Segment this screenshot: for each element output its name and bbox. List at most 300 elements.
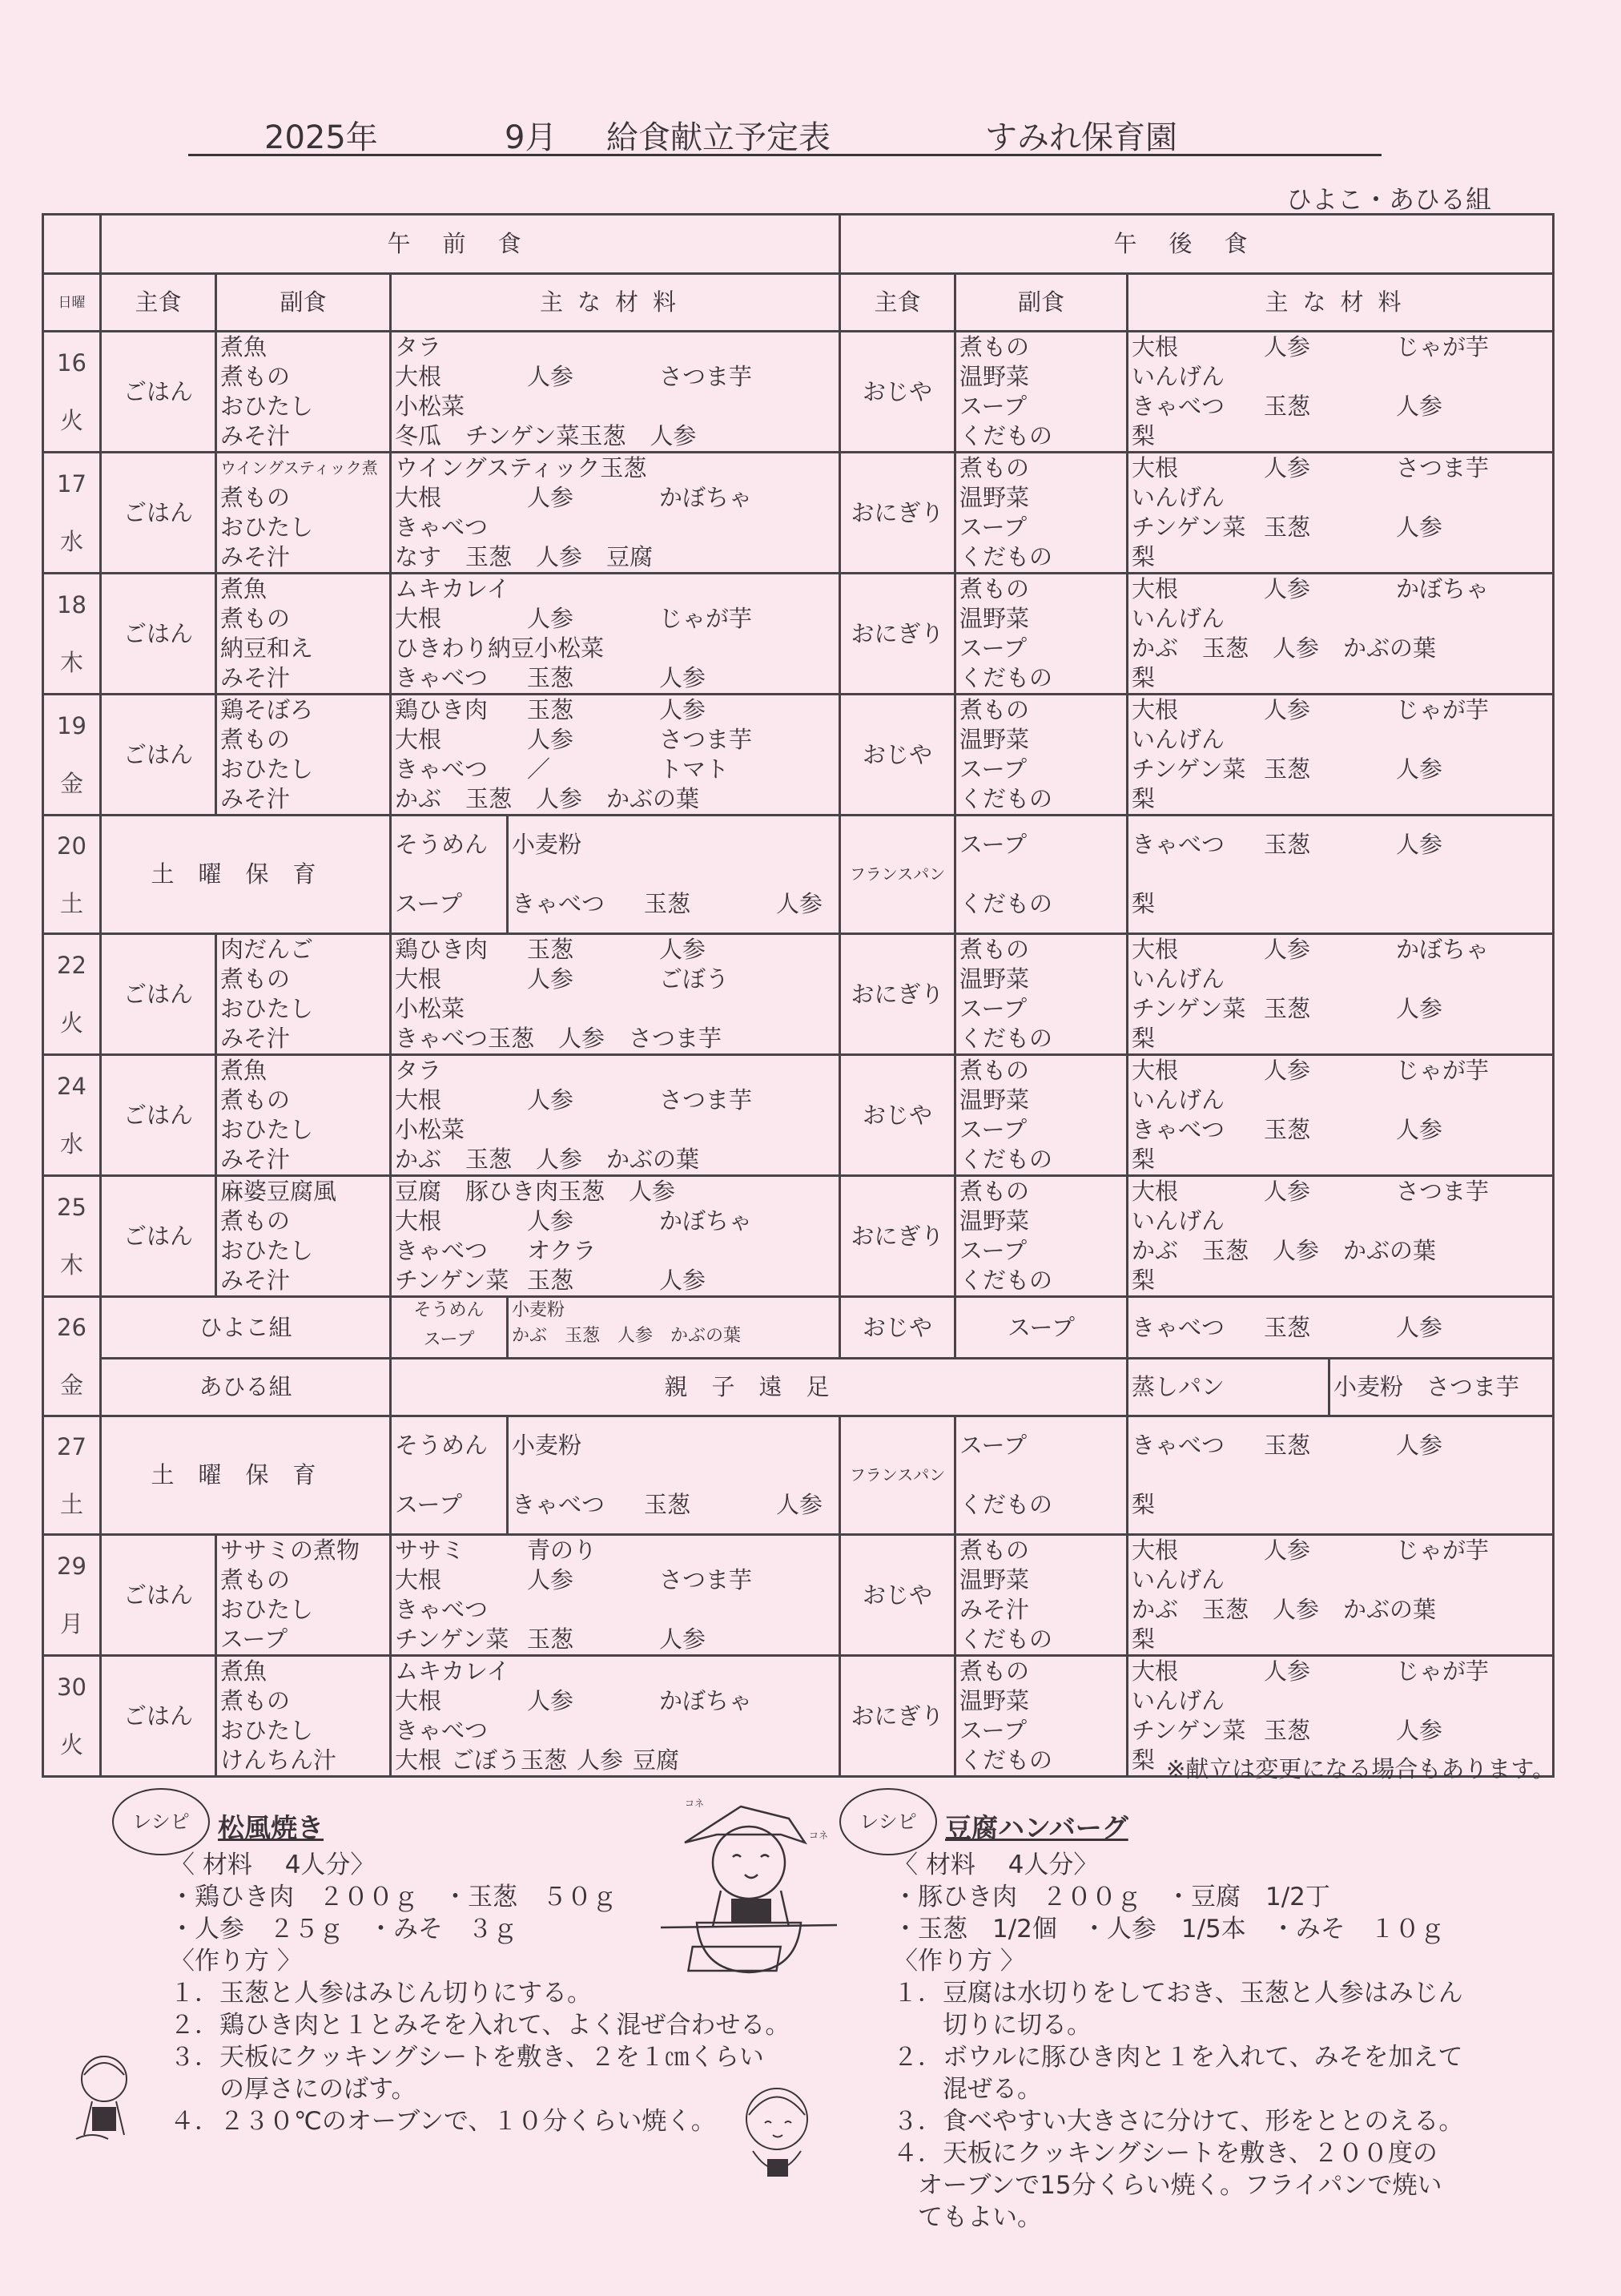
pm-dish: 温野菜: [959, 363, 1030, 390]
am-staple-cell: ごはん: [101, 453, 216, 574]
ingredient: 人参: [1396, 1717, 1443, 1744]
pm-ingredients-cell: [1128, 1176, 1554, 1297]
am-noodle-cell: [391, 1416, 508, 1535]
ingredient: 人参: [659, 936, 706, 963]
am-dish: スープ: [423, 1330, 475, 1350]
pm-dish: 温野菜: [959, 1566, 1030, 1593]
ingredient: 大根: [1132, 1537, 1179, 1564]
ingredient-line: [512, 1490, 835, 1520]
pm-dish: スープ: [959, 514, 1028, 541]
ingredient: チンゲン菜: [395, 1267, 509, 1294]
ingredient: いんげん: [1132, 1086, 1225, 1114]
ingredient: 大根: [1132, 333, 1179, 361]
ingredient: きゃべつ: [1132, 1313, 1225, 1341]
am-dish: みそ汁: [220, 1267, 291, 1294]
ingredient: 人参: [659, 1625, 706, 1653]
ingredient: 人参: [1396, 755, 1443, 783]
am-dish: けんちん汁: [220, 1746, 337, 1774]
ingredient: 人参: [1264, 1178, 1311, 1205]
day-cell: [43, 1535, 101, 1656]
ingredient: いんげん: [1132, 363, 1225, 390]
ingredient: 冬瓜: [395, 422, 442, 449]
ingredient: タラ: [395, 1057, 442, 1084]
ingredient: 人参: [558, 1025, 605, 1052]
month: 9月: [505, 119, 557, 156]
am-dish: スープ: [220, 1625, 288, 1653]
ingredient-line: [395, 1086, 835, 1115]
svg-text:コネ: コネ: [685, 1798, 705, 1809]
ingredient: 玉葱: [1264, 1313, 1311, 1341]
pm-staple-cell: おじや: [840, 1535, 955, 1656]
ingredient: じゃが芋: [1396, 1537, 1490, 1564]
ingredient: 豆腐: [606, 543, 654, 570]
am-ingredients-cell: [391, 1176, 840, 1297]
pm-dish: スープ: [959, 755, 1028, 783]
ingredient-line: [395, 604, 835, 634]
pm-ingredients-cell: [1128, 332, 1554, 453]
ingredient-line: [512, 860, 835, 889]
am-dish: 煮もの: [220, 1207, 291, 1235]
ingredient: 大根: [395, 965, 442, 993]
table-row: [43, 1359, 1554, 1416]
ingredient: 玉葱: [527, 1625, 574, 1653]
materials-label: 〈 材料 4人分〉: [893, 1851, 1099, 1879]
ingredient: きゃべつ: [395, 514, 489, 541]
ingredient: 玉葱: [644, 890, 691, 917]
ingredient: さつま芋: [1396, 1178, 1490, 1205]
ingredient-line: [395, 1657, 835, 1686]
ingredient: 人参: [659, 1267, 706, 1294]
step: ２．ボウルに豚ひき肉と１を入れて、みそを加えて: [893, 2043, 1463, 2072]
ingredient-line: [1132, 1024, 1549, 1053]
pm-staple-cell: フランスパン: [840, 816, 955, 934]
ingredient: 人参: [629, 1178, 676, 1205]
step: 混ぜる。: [893, 2075, 1042, 2104]
pm-dish: 煮もの: [959, 936, 1030, 963]
pm-dish: 煮もの: [959, 454, 1030, 481]
ingredient-line: [1132, 453, 1549, 483]
ingredient: 大根: [395, 605, 442, 632]
pm-dish: くだもの: [959, 1746, 1053, 1774]
am-dish: おひたし: [220, 1717, 314, 1744]
pm-side-cell: [955, 1535, 1128, 1656]
weekday: 土: [59, 1490, 83, 1518]
ingredient-line: [395, 1746, 835, 1775]
pm-dish: みそ汁: [959, 1596, 1030, 1623]
ingredient-line: [395, 1536, 835, 1565]
ingredient: 大根: [1132, 696, 1179, 723]
step: ３．天板にクッキングシートを敷き、２を１㎝くらい: [170, 2043, 764, 2072]
ingredient-line: [1132, 695, 1549, 725]
ingredient: 鶏ひき肉: [395, 936, 489, 963]
date: 18: [57, 591, 86, 618]
ingredient: 小松菜: [395, 995, 465, 1022]
ingredient: かぶの葉: [606, 1146, 700, 1173]
pm-dish: 温野菜: [959, 1207, 1030, 1235]
ingredient-line: [395, 1716, 835, 1746]
pm-staple-cell: おにぎり: [840, 453, 955, 574]
table-row: [43, 1055, 1554, 1176]
pm-side-cell: [955, 453, 1128, 574]
pm-dish: 温野菜: [959, 726, 1030, 753]
pm-dish: 煮もの: [959, 1057, 1030, 1084]
ingredient-line: [1132, 1056, 1549, 1086]
ingredient: かぶの葉: [1343, 634, 1437, 662]
pm-dish: 温野菜: [959, 965, 1030, 993]
pm-ingredients-header: 主な材料: [1128, 274, 1554, 332]
ingredient: 大根: [1132, 1658, 1179, 1685]
day-cell: [43, 695, 101, 816]
ingredient: ごぼう: [659, 965, 730, 993]
pm-dish: 温野菜: [959, 605, 1030, 632]
step: ２．鶏ひき肉と１とみそを入れて、よく混ぜ合わせる。: [170, 2011, 790, 2040]
ingredient: かぶの葉: [1343, 1596, 1437, 1623]
ingredient: 玉葱: [527, 696, 574, 723]
ingredient: なす: [395, 543, 442, 570]
ingredient-line: [1132, 634, 1549, 663]
ingredient: かぼちゃ: [659, 1207, 753, 1235]
step: １．玉葱と人参はみじん切りにする。: [170, 1979, 592, 2008]
ingredient: 人参: [527, 605, 574, 632]
am-dish: 煮もの: [220, 605, 291, 632]
am-dish: そうめん: [395, 1432, 489, 1459]
pm-staple-cell: おにぎり: [840, 934, 955, 1055]
date: 24: [57, 1073, 86, 1100]
ingredient-line: [395, 755, 835, 784]
step: ４．２３０℃のオーブンで、１０分くらい焼く。: [170, 2107, 716, 2136]
ingredient-line: [395, 784, 835, 814]
ingredient: 人参: [1264, 333, 1311, 361]
am-ingredients-cell: [391, 695, 840, 816]
ingredient: 人参: [527, 1207, 574, 1235]
ingredient: オクラ: [527, 1237, 597, 1264]
am-staple-cell: ごはん: [101, 1535, 216, 1656]
weekday: 木: [59, 1251, 83, 1279]
ingredient: 大根: [1132, 936, 1179, 963]
afternoon-header: 午後食: [840, 215, 1554, 274]
ingredient: 人参: [1396, 1432, 1443, 1459]
pm-dish: 煮もの: [959, 1658, 1030, 1685]
menu-table: [42, 213, 1555, 1778]
ingredient-line: [1132, 965, 1549, 994]
ingredient: 玉葱: [1264, 995, 1311, 1022]
step: 切りに切る。: [893, 2011, 1092, 2040]
ingredient: チンゲン菜: [1132, 995, 1246, 1022]
ingredient: 玉葱: [558, 1178, 605, 1205]
am-dish: みそ汁: [220, 1025, 291, 1052]
am-ingredients-cell: [508, 816, 840, 934]
ingredient: 梨: [1132, 1267, 1156, 1294]
day-cell: [43, 1416, 101, 1535]
event-cell: 親子遠足: [391, 1359, 1128, 1416]
pm-staple-cell: おじや: [840, 1055, 955, 1176]
pm-dish: くだもの: [959, 664, 1053, 691]
ingredient-line: [512, 1460, 835, 1490]
am-side-header: 副食: [216, 274, 391, 332]
am-ingredients-cell: [391, 453, 840, 574]
ingredient-line: [395, 1686, 835, 1716]
ingredient: ムキカレイ: [395, 575, 510, 602]
ingredient-line: [395, 725, 835, 755]
ingredient: 鶏ひき肉: [395, 696, 489, 723]
ingredient-line: [395, 392, 835, 421]
ingredient: 梨: [1132, 1146, 1156, 1173]
pm-side-cell: [955, 574, 1128, 695]
ingredient-line: [1132, 1086, 1549, 1115]
ingredient: 玉葱: [1264, 393, 1311, 420]
am-dish: みそ汁: [220, 664, 291, 691]
method-label: 〈作り方 〉: [170, 1947, 302, 1976]
ingredient: 人参: [577, 1746, 624, 1774]
ingredient-line: [1132, 1313, 1528, 1343]
ingredient-line: [512, 889, 835, 919]
ingredient-line: [1132, 542, 1549, 572]
ingredient: 大根: [1132, 1178, 1179, 1205]
ingredient: かぼちゃ: [1396, 936, 1490, 963]
ingredient: 玉葱: [1264, 831, 1311, 858]
ingredient: かぶ: [1132, 634, 1179, 662]
pm-side-cell: [955, 1055, 1128, 1176]
am-dish: おひたし: [220, 393, 314, 420]
ingredient-line: [395, 935, 835, 965]
ingredient: チンゲン菜: [1132, 755, 1246, 783]
ingredient: 大根: [395, 1086, 442, 1114]
pm-dish: 煮もの: [959, 696, 1030, 723]
am-dish: 煮もの: [220, 1086, 291, 1114]
ingredient-line: [1132, 784, 1549, 814]
weekday: 金: [59, 1372, 83, 1399]
pm-side-cell: [955, 934, 1128, 1055]
ingredient: さつま芋: [659, 1566, 753, 1593]
ingredient: 玉葱: [488, 1025, 535, 1052]
day-cell: [43, 934, 101, 1055]
pm-dish: くだもの: [959, 1267, 1053, 1294]
ingredient: 玉葱: [1264, 755, 1311, 783]
day-cell: [43, 1055, 101, 1176]
step: てもよい。: [893, 2203, 1042, 2232]
ingredient: 人参: [527, 484, 574, 511]
ingredient: 小松菜: [534, 634, 605, 662]
am-ingredients-cell: [391, 332, 840, 453]
recipe-title: 豆腐ハンバーグ: [945, 1812, 1128, 1843]
recipe-badge: レシピ: [839, 1788, 937, 1855]
ingredient: きゃべつ: [395, 1596, 489, 1623]
ingredient: 玉葱: [521, 1746, 568, 1774]
ingredient: トマト: [659, 755, 730, 783]
method-label: 〈作り方 〉: [893, 1947, 1025, 1976]
ingredient: 人参: [527, 965, 574, 993]
pm-dish: スープ: [959, 831, 1028, 858]
ingredient-line: [395, 1565, 835, 1595]
ingredient-line: [1132, 604, 1549, 634]
pm-dish: 温野菜: [959, 484, 1030, 511]
ingredient: 人参: [1273, 1237, 1320, 1264]
ingredient: かぶの葉: [606, 785, 700, 812]
ingredient-line: [395, 1266, 835, 1295]
pm-dish: [959, 1460, 1123, 1490]
saturday-care-label: 土曜保育: [101, 1416, 391, 1535]
ingredient-line: [1132, 1115, 1549, 1145]
ingredient: 人参: [1264, 696, 1311, 723]
ingredient: 人参: [1396, 1313, 1443, 1341]
ingredient: 玉葱: [600, 454, 647, 481]
pm-dish: 煮もの: [959, 1537, 1030, 1564]
ingredient: きゃべつ: [1132, 1116, 1225, 1143]
pm-side-cell: [955, 1416, 1128, 1535]
pm-side-cell: [955, 695, 1128, 816]
pm-dish: スープ: [959, 995, 1028, 1022]
ingredient: 人参: [536, 543, 583, 570]
table-row: [43, 453, 1554, 574]
ingredient: 玉葱: [465, 543, 513, 570]
ingredient: きゃべつ: [1132, 393, 1225, 420]
ingredient: 人参: [536, 1146, 583, 1173]
ingredient: 玉葱: [465, 1146, 513, 1173]
weekday: 水: [59, 528, 83, 555]
am-staple-cell: ごはん: [101, 574, 216, 695]
ingredient: 人参: [536, 785, 583, 812]
ingredient: 人参: [650, 422, 697, 449]
ingredient: 人参: [1396, 393, 1443, 420]
table-row: [43, 332, 1554, 453]
ingredient: いんげん: [1132, 726, 1225, 753]
pm-dish: くだもの: [959, 1491, 1053, 1518]
step: １．豆腐は水切りをしておき、玉葱と人参はみじん: [893, 1979, 1463, 2008]
ingredient: 玉葱: [527, 664, 574, 691]
ingredient-line: [395, 542, 835, 572]
am-ingredients-cell: [391, 1535, 840, 1656]
ingredient-line: [395, 332, 835, 362]
ingredient: 人参: [527, 1687, 574, 1714]
pm-dish: スープ: [959, 1717, 1028, 1744]
ingredient: 大根: [395, 484, 442, 511]
ingredient-line: [1132, 421, 1549, 451]
am-dish: 煮もの: [220, 726, 291, 753]
ingredient: 人参: [1264, 1658, 1311, 1685]
am-dish: おひたし: [220, 1237, 314, 1264]
child-kneading-bowl-icon: [653, 1786, 845, 1979]
ingredient: 玉葱: [527, 936, 574, 963]
am-dish: 煮魚: [220, 333, 267, 361]
recipe-badge: レシピ: [112, 1788, 210, 1855]
am-dish: みそ汁: [220, 543, 291, 570]
pm-snack-cell: 蒸しパン: [1128, 1359, 1329, 1416]
ingredient: かぼちゃ: [659, 484, 753, 511]
am-dish: ウイングスティック煮: [220, 458, 378, 477]
ingredient-line: [395, 1177, 835, 1206]
ingredient: かぶ: [395, 785, 442, 812]
ingredient: きゃべつ: [1132, 1432, 1225, 1459]
pm-staple-cell: おじや: [840, 695, 955, 816]
ingredient-line: [1132, 725, 1549, 755]
pm-dish: くだもの: [959, 543, 1053, 570]
pm-side-cell: [955, 1176, 1128, 1297]
pm-dish: 温野菜: [959, 1086, 1030, 1114]
ingredient-line: [395, 695, 835, 725]
am-dish: [395, 1460, 503, 1490]
ingredient: 大根: [395, 1207, 442, 1235]
ingredient: じゃが芋: [1396, 696, 1490, 723]
ingredient: ひきわり納豆: [395, 634, 535, 662]
am-dish: おひたし: [220, 995, 314, 1022]
ingredient: きゃべつ: [395, 1025, 489, 1052]
am-dish: 煮もの: [220, 1687, 291, 1714]
table-row: [43, 1176, 1554, 1297]
am-side-cell: [216, 1055, 391, 1176]
am-staple-cell: ごはん: [101, 1176, 216, 1297]
table-row: [43, 1416, 1554, 1535]
pm-staple-cell: おにぎり: [840, 574, 955, 695]
ingredient: 玉葱: [465, 785, 513, 812]
am-ingredients-header: 主な材料: [391, 274, 840, 332]
am-side-cell: [216, 1176, 391, 1297]
ingredient-line: [1132, 1490, 1549, 1520]
ingredient-line: [1132, 392, 1549, 421]
ingredient-line: [1132, 1657, 1549, 1686]
am-staple-cell: ごはん: [101, 695, 216, 816]
am-noodle-cell: [391, 816, 508, 934]
ingredient: ササミ: [395, 1537, 465, 1564]
ingredient-line: [395, 1115, 835, 1145]
pm-staple-cell: おにぎり: [840, 1656, 955, 1777]
ingredient-line: [1132, 1145, 1549, 1174]
ingredient: いんげん: [1132, 1687, 1225, 1714]
am-dish: 麻婆豆腐風: [220, 1178, 337, 1205]
table-row: [43, 695, 1554, 816]
pm-ingredients-cell: [1128, 1535, 1554, 1656]
day-column-header: 日曜: [43, 274, 101, 332]
ingredient: 梨: [1132, 785, 1156, 812]
ingredient: 大根: [1132, 454, 1179, 481]
pm-staple-cell: おじや: [840, 1297, 955, 1359]
ingredient-line: [1132, 1460, 1549, 1490]
ingredient: ウイングスティック: [395, 454, 601, 481]
date: 26: [57, 1314, 86, 1341]
pm-staple-cell: おにぎり: [840, 1176, 955, 1297]
pm-staple-cell: おじや: [840, 332, 955, 453]
pm-ingredients-cell: [1128, 574, 1554, 695]
date: 27: [57, 1432, 86, 1460]
ingredient: 人参: [1264, 936, 1311, 963]
am-dish: 煮魚: [220, 575, 267, 602]
ingredient-line: [1132, 755, 1549, 784]
am-side-cell: [216, 453, 391, 574]
ingredient: タラ: [395, 333, 442, 361]
pm-dish: スープ: [959, 634, 1028, 662]
materials-line: ・玉葱 1/2個 ・人参 1/5本 ・みそ １０ｇ: [893, 1915, 1445, 1944]
ingredient: いんげん: [1132, 484, 1225, 511]
step: ４．天板にクッキングシートを敷き、２００度の: [893, 2139, 1438, 2168]
ingredient-line: [1132, 663, 1549, 693]
ingredient: チンゲン菜: [465, 422, 580, 449]
ingredient: かぼちゃ: [659, 1687, 753, 1714]
ingredient-line: [1132, 1206, 1549, 1236]
ingredient-line: [1132, 1177, 1549, 1206]
ingredient: 大根: [395, 1566, 442, 1593]
am-side-cell: [216, 695, 391, 816]
am-ingredients-cell: [391, 574, 840, 695]
ingredient: 人参: [1264, 1057, 1311, 1084]
ingredient: きゃべつ: [1132, 831, 1225, 858]
ingredient: 小松菜: [395, 1116, 465, 1143]
step: ３．食べやすい大きさに分けて、形をととのえる。: [893, 2107, 1464, 2136]
ingredient: ／: [527, 755, 551, 783]
ingredient-line: [1132, 362, 1549, 392]
ingredient: 人参: [1273, 1596, 1320, 1623]
ingredient-line: [395, 1206, 835, 1236]
ingredient: さつま芋: [659, 1086, 753, 1114]
ingredient: じゃが芋: [1396, 1057, 1490, 1084]
